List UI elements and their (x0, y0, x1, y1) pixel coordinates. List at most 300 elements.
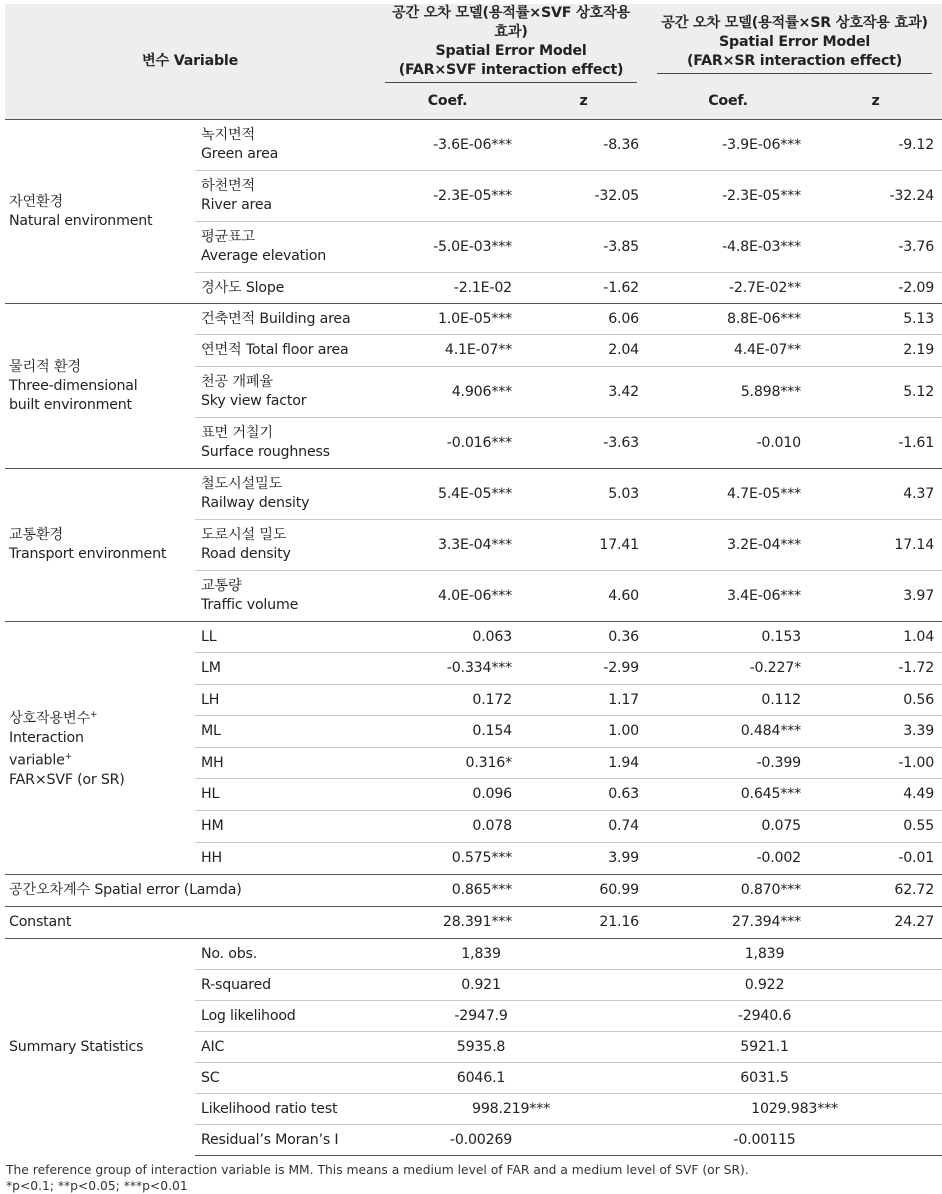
z-value (520, 685, 647, 716)
z-value-text: 5.13 (903, 310, 935, 327)
coef-value (647, 622, 809, 653)
coef-value (647, 273, 809, 304)
reference-note: The reference group of interaction variable is MM. This means a medium level of FAR and a medium level of SVF (or SR). (6, 1163, 749, 1177)
z-value-text: 5.12 (903, 383, 935, 400)
z-value-text: 1.17 (608, 691, 640, 708)
coef-value-text: 0.063 (472, 628, 513, 645)
variable-label (195, 222, 375, 273)
z-value (520, 418, 647, 469)
group-label-line: Natural environment (9, 212, 153, 229)
coef-value-text: 4.7E-05*** (727, 485, 802, 502)
z-value (520, 520, 647, 571)
variable-label-line: MH (201, 754, 224, 771)
coef-value-text: 5.4E-05*** (438, 485, 513, 502)
variable-label (195, 273, 375, 304)
z-value-text: -8.36 (603, 136, 640, 153)
summary-value-text: 998.219*** (472, 1100, 550, 1117)
variable-label (195, 622, 375, 653)
z-value (809, 469, 942, 520)
table-row (5, 469, 942, 520)
coef-value-text: 0.870*** (740, 882, 802, 898)
coef-value-text: 0.153 (761, 628, 802, 645)
variable-label-line: 녹지면적 (201, 127, 256, 143)
coef-value (647, 222, 809, 273)
z-value-text: -3.85 (603, 238, 640, 255)
coef-value-text: 4.0E-06*** (438, 587, 513, 604)
coef-value-text: 28.391*** (442, 914, 513, 930)
coef-value-text: 4.906*** (451, 383, 513, 400)
coef-value-text: 0.316* (465, 754, 513, 771)
z-value-text: -1.72 (898, 660, 935, 676)
coef-value-text: 4.1E-07** (444, 342, 513, 358)
z-value (809, 907, 942, 939)
coef-value-text: 5.898*** (740, 383, 802, 400)
coef-value (375, 520, 520, 571)
z-value-text: -32.05 (594, 187, 640, 204)
coef-value (375, 748, 520, 779)
coef-value-text: -0.334*** (446, 660, 513, 676)
z-value-text: -2.99 (603, 660, 640, 676)
coef-value-text: 27.394*** (731, 914, 802, 930)
coef-value (647, 875, 809, 907)
group-label-text: FAR×SVF (or SR) (9, 771, 125, 788)
z-value (809, 335, 942, 367)
lamda-row-label-text: 공간오차계수 Spatial error (Lamda) (9, 882, 242, 898)
summary-value-text: -2947.9 (454, 1007, 508, 1024)
coef-value-text: 4.4E-07** (733, 342, 802, 358)
variable-label (195, 779, 375, 811)
group-label-line: Three-dimensional (9, 377, 138, 394)
z-value (809, 418, 942, 469)
variable-label (195, 469, 375, 520)
z-value-text: 6.06 (608, 310, 640, 327)
coef-value (647, 304, 809, 335)
z-value (520, 811, 647, 843)
coef-value (375, 171, 520, 222)
z-value-text: 3.97 (903, 587, 935, 604)
summary-value-text: 1,839 (744, 945, 785, 962)
summary-value-text: 5935.8 (456, 1038, 506, 1055)
group-label-text: 상호작용변수 (9, 711, 91, 727)
variable-label-line: LH (201, 691, 220, 708)
coef-header-text: Coef. (427, 92, 468, 109)
variable-label (195, 335, 375, 367)
variable-label-line: 하천면적 (201, 178, 256, 194)
group-summary (5, 939, 195, 1156)
coef-value (375, 571, 520, 622)
coef-value-text: -0.227* (749, 660, 802, 676)
z-value (809, 843, 942, 875)
z-value (520, 622, 647, 653)
summary-value (375, 1032, 647, 1063)
coef-value (375, 685, 520, 716)
group-label-line: Transport environment (9, 546, 167, 562)
group-summary-text: Summary Statistics (9, 1038, 144, 1055)
variable-label (195, 748, 375, 779)
z-value-text: 0.56 (903, 691, 935, 708)
coef-value-text: 1.0E-05*** (438, 310, 513, 327)
summary-value-text: -0.00269 (449, 1131, 513, 1148)
coef-value (647, 907, 809, 939)
z-value (520, 653, 647, 685)
coef-value-text: 0.075 (761, 818, 802, 834)
coef-value (647, 843, 809, 875)
z-value-text: -1.62 (603, 279, 640, 296)
summary-value (647, 1032, 942, 1063)
summary-value (647, 939, 942, 970)
summary-value (375, 970, 647, 1001)
z-value-text: 0.63 (608, 786, 640, 802)
z-header (809, 83, 942, 120)
model1-title-line: 공간 오차 모델(용적률×SVF 상호작용 효과) (391, 5, 631, 40)
model2-title-line: (FAR×SR interaction effect) (686, 52, 903, 69)
summary-label-text: Log likelihood (201, 1007, 296, 1024)
z-value-text: 21.16 (599, 914, 640, 930)
variable-label-line: 교통량 (201, 578, 242, 594)
coef-value-text: -2.3E-05*** (433, 187, 513, 204)
z-value-text: 2.04 (608, 342, 640, 358)
coef-value (647, 685, 809, 716)
variable-label (195, 716, 375, 748)
z-value-text: 4.37 (903, 485, 935, 502)
coef-value-text: -3.9E-06*** (722, 136, 802, 153)
z-value-text: 0.55 (903, 818, 935, 834)
summary-label-text: SC (201, 1069, 220, 1086)
z-value (809, 622, 942, 653)
z-value-text: -2.09 (898, 279, 935, 296)
summary-label (195, 1001, 375, 1032)
z-value-text: -0.01 (898, 850, 935, 866)
model1-title (385, 4, 637, 83)
summary-label-text: Likelihood ratio test (201, 1100, 338, 1117)
coef-value (375, 222, 520, 273)
coef-header (647, 83, 809, 120)
table-row (5, 304, 942, 335)
variable-label-line: Railway density (201, 495, 310, 511)
coef-value (375, 811, 520, 843)
z-value (520, 875, 647, 907)
variable-label-line: Road density (201, 546, 291, 562)
coef-value (375, 335, 520, 367)
group-label-text: Interaction (9, 730, 84, 746)
variable-label-line: 연면적 Total floor area (201, 342, 349, 358)
z-value-text: 62.72 (894, 882, 935, 898)
variable-label-line: 천공 개폐율 (201, 374, 273, 390)
summary-value (647, 1094, 942, 1125)
summary-row (5, 939, 942, 970)
model2-header (647, 4, 942, 83)
variable-header (5, 4, 375, 120)
coef-value-text: 8.8E-06*** (727, 310, 802, 327)
coef-value (647, 811, 809, 843)
coef-value-text: 3.4E-06*** (727, 587, 802, 604)
summary-value-text: 6046.1 (456, 1069, 506, 1086)
z-value-text: 3.99 (608, 850, 640, 866)
z-value (520, 304, 647, 335)
coef-value-text: -2.1E-02 (453, 279, 513, 296)
variable-label-line: Sky view factor (201, 393, 307, 409)
z-value-text: 60.99 (599, 882, 640, 898)
table-notes (6, 1162, 942, 1194)
summary-value (375, 1125, 647, 1156)
summary-label (195, 939, 375, 970)
variable-label-line: Traffic volume (201, 597, 299, 613)
coef-value (647, 653, 809, 685)
z-value (520, 273, 647, 304)
coef-value (647, 716, 809, 748)
model2-title-line: Spatial Error Model (719, 33, 871, 50)
variable-label (195, 418, 375, 469)
variable-label (195, 120, 375, 171)
coef-value (375, 779, 520, 811)
coef-value-text: 0.112 (761, 691, 802, 708)
coef-value (375, 875, 520, 907)
variable-header-text: 변수 Variable (142, 53, 239, 69)
coef-value-text: 3.3E-04*** (438, 536, 513, 553)
constant-row-label (5, 907, 375, 939)
summary-label (195, 1063, 375, 1094)
summary-value (375, 1094, 647, 1125)
z-value-text: 3.39 (903, 723, 935, 739)
z-value-text: -1.61 (898, 434, 935, 451)
z-header-text: z (871, 92, 880, 109)
variable-label-line: HL (201, 786, 220, 802)
coef-value (375, 716, 520, 748)
coef-value (647, 779, 809, 811)
coef-header (375, 83, 520, 120)
coef-value-text: 0.484*** (740, 723, 802, 739)
summary-value (647, 1001, 942, 1032)
summary-label (195, 1094, 375, 1125)
summary-value (647, 970, 942, 1001)
variable-label-line: 경사도 Slope (201, 279, 285, 296)
coef-value (375, 653, 520, 685)
coef-value-text: 0.154 (472, 723, 513, 739)
coef-value (647, 367, 809, 418)
coef-value-text: -2.3E-05*** (722, 187, 802, 204)
z-value-text: -3.63 (603, 434, 640, 451)
group-label-text: variable (9, 752, 65, 769)
constant-row (5, 907, 942, 939)
group-natural (5, 120, 195, 304)
coef-value-text: 0.865*** (451, 882, 513, 898)
table-row (5, 120, 942, 171)
coef-value-text: -3.6E-06*** (433, 136, 513, 153)
z-value (809, 367, 942, 418)
coef-value (647, 418, 809, 469)
z-value-text: 0.74 (608, 818, 640, 834)
summary-value-text: 1,839 (461, 945, 501, 962)
variable-label-line: 표면 거칠기 (201, 425, 273, 441)
summary-value (647, 1125, 942, 1156)
coef-value-text: 0.096 (472, 786, 513, 802)
group-label-line: 자연환경 (9, 193, 64, 210)
variable-label-line: ML (201, 723, 221, 739)
summary-value (375, 1001, 647, 1032)
variable-label-line: LL (201, 628, 217, 645)
coef-value (647, 520, 809, 571)
variable-label-line: 철도시설밀도 (201, 476, 283, 492)
z-value-text: 17.41 (599, 536, 640, 553)
dagger-mark: + (90, 710, 98, 721)
variable-label (195, 171, 375, 222)
summary-label-text: AIC (201, 1038, 225, 1055)
group-interaction (5, 622, 195, 875)
coef-value-text: -2.7E-02** (729, 279, 802, 296)
z-value (520, 843, 647, 875)
lamda-row (5, 875, 942, 907)
z-value (809, 653, 942, 685)
summary-label (195, 970, 375, 1001)
coef-value-text: 3.2E-04*** (727, 536, 802, 553)
z-value-text: 24.27 (894, 914, 935, 930)
z-value (809, 171, 942, 222)
coef-value (647, 748, 809, 779)
z-value (809, 222, 942, 273)
z-value (809, 273, 942, 304)
coef-value (375, 120, 520, 171)
coef-value (375, 469, 520, 520)
dagger-mark: + (64, 752, 72, 762)
z-value (520, 716, 647, 748)
summary-value (375, 939, 647, 970)
z-value-text: 17.14 (894, 536, 935, 553)
model1-header (375, 4, 647, 83)
z-value-text: 4.60 (608, 587, 640, 604)
coef-value (647, 120, 809, 171)
z-value (809, 748, 942, 779)
coef-value (375, 273, 520, 304)
summary-value-text: 0.922 (744, 976, 785, 993)
z-value (809, 779, 942, 811)
z-header-text: z (579, 92, 588, 109)
group-label-line (9, 706, 195, 729)
variable-label-line: 평균표고 (201, 229, 256, 245)
table-row (5, 622, 942, 653)
coef-value-text: -0.010 (756, 434, 802, 451)
coef-value-text: 0.172 (472, 691, 513, 708)
coef-value-text: 0.575*** (451, 850, 513, 866)
constant-row-label-text: Constant (9, 914, 72, 930)
z-value-text: -1.00 (898, 754, 935, 771)
variable-label-line: 건축면적 Building area (201, 310, 351, 327)
model1-title-line: Spatial Error Model (435, 43, 587, 59)
z-value-text: 1.94 (608, 754, 640, 771)
z-value (809, 304, 942, 335)
z-value-text: 4.49 (903, 786, 935, 802)
summary-value-text: 5921.1 (740, 1038, 789, 1055)
coef-value-text: -0.399 (756, 754, 802, 771)
coef-value (375, 304, 520, 335)
z-value-text: -3.76 (898, 238, 935, 255)
z-value (809, 685, 942, 716)
regression-table-page (0, 4, 942, 1194)
coef-value (647, 469, 809, 520)
coef-value-text: 0.078 (472, 818, 513, 834)
z-value-text: 5.03 (608, 485, 640, 502)
group-transport (5, 469, 195, 622)
group-built (5, 304, 195, 469)
z-value (520, 367, 647, 418)
variable-label-line: Surface roughness (201, 444, 330, 460)
z-value (520, 907, 647, 939)
z-value (809, 571, 942, 622)
coef-header-text: Coef. (708, 92, 748, 109)
z-value (809, 520, 942, 571)
results-table (5, 4, 942, 1156)
coef-value (375, 843, 520, 875)
variable-label-line: LM (201, 660, 221, 676)
variable-label (195, 811, 375, 843)
summary-value-text: -2940.6 (737, 1007, 792, 1024)
group-label-line: 물리적 환경 (9, 358, 81, 375)
summary-label-text: No. obs. (201, 945, 258, 962)
group-label-line: 교통환경 (9, 527, 64, 543)
coef-value (375, 907, 520, 939)
coef-value (375, 367, 520, 418)
z-value-text: 2.19 (903, 342, 935, 358)
variable-label (195, 653, 375, 685)
lamda-row-label (5, 875, 375, 907)
coef-value (375, 622, 520, 653)
z-value (520, 120, 647, 171)
summary-label-text: R-squared (201, 976, 271, 993)
summary-label (195, 1032, 375, 1063)
group-label-line: built environment (9, 396, 132, 413)
coef-value-text: -0.016*** (446, 434, 513, 451)
variable-label-line: Green area (201, 146, 279, 162)
variable-label-line: HM (201, 818, 224, 834)
summary-label (195, 1125, 375, 1156)
z-value (520, 469, 647, 520)
z-value (520, 748, 647, 779)
summary-value (647, 1063, 942, 1094)
z-value-text: 1.00 (608, 723, 640, 739)
model2-title (657, 14, 932, 74)
variable-label-line: 도로시설 밀도 (201, 527, 287, 543)
z-header (520, 83, 647, 120)
coef-value (375, 418, 520, 469)
z-value-text: 1.04 (903, 628, 935, 645)
z-value (520, 171, 647, 222)
group-label-line (9, 748, 195, 771)
variable-label-line: HH (201, 850, 222, 866)
z-value (520, 335, 647, 367)
coef-value (647, 335, 809, 367)
z-value (520, 571, 647, 622)
summary-value (375, 1063, 647, 1094)
summary-value-text: 6031.5 (740, 1069, 789, 1086)
coef-value-text: -4.8E-03*** (722, 238, 802, 255)
coef-value-text: 0.645*** (740, 786, 802, 802)
variable-label-line: Average elevation (201, 248, 327, 264)
variable-label (195, 520, 375, 571)
summary-value-text: 0.921 (461, 976, 501, 993)
z-value (520, 222, 647, 273)
z-value (809, 120, 942, 171)
variable-label (195, 843, 375, 875)
summary-value-text: -0.00115 (733, 1131, 796, 1148)
model2-title-line: 공간 오차 모델(용적률×SR 상호작용 효과) (661, 14, 928, 31)
group-label-line (9, 771, 195, 790)
variable-label (195, 571, 375, 622)
model1-title-line: (FAR×SVF interaction effect) (398, 62, 624, 78)
variable-label (195, 685, 375, 716)
z-value (520, 779, 647, 811)
coef-value-text: -0.002 (756, 850, 802, 866)
z-value-text: 3.42 (608, 383, 640, 400)
z-value-text: -32.24 (889, 187, 935, 204)
